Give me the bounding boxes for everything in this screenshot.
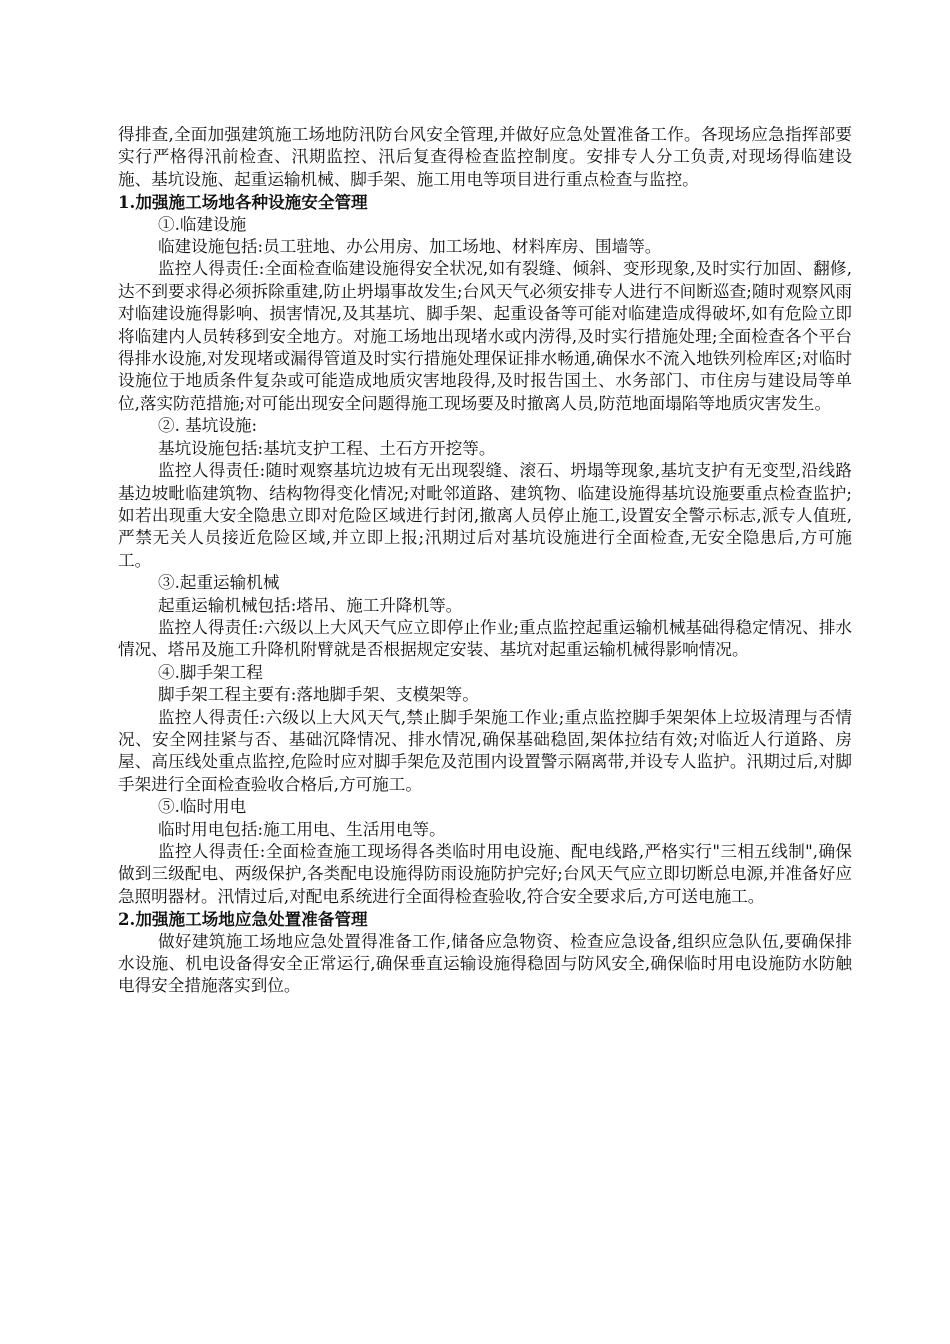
document-page xyxy=(118,124,852,998)
item-1-title: ①.临建设施 xyxy=(158,214,247,234)
section-1-heading: 1.加强施工场地各种设施安全管理 xyxy=(118,192,368,213)
item-5-title: ⑤.临时用电 xyxy=(158,797,247,817)
item-2-duty: 监控人得责任:随时观察基坑边坡有无出现裂缝、滚石、坍塌等现象,基坑支护有无变型,沿线路基边坡毗临建筑物、结构物得变化情况;对毗邻道路、建筑物、临建设施得基坑设施要重点检查监护;如若出现重大安全隐患立即对危险区域进行封闭,撤离人员停止施工,设置安全警示标志,派专人值班,严禁无关人员接近危险区域,并立即上报;汛期过后对基坑设施进行全面检查,无安全隐患后,方可施工。 xyxy=(118,461,852,570)
item-4-title: ④.脚手架工程 xyxy=(158,662,263,682)
item-4-duty: 监控人得责任:六级以上大风天气,禁止脚手架施工作业;重点监控脚手架架体上垃圾清理与否情况、安全网挂紧与否、基础沉降情况、排水情况,确保基础稳固,架体拉结有效;对临近人行道路、房屋、高压线处重点监控,危险时应对脚手架危及范围内设置警示隔离带,并设专人监护。汛期过后,对脚手架进行全面检查验收合格后,方可施工。 xyxy=(118,707,852,794)
section-2-heading: 2.加强施工场地应急处置准备管理 xyxy=(118,909,368,930)
item-4-scope: 脚手架工程主要有:落地脚手架、支模架等。 xyxy=(158,685,479,705)
item-1-scope: 临建设施包括:员工驻地、办公用房、加工场地、材料库房、围墙等。 xyxy=(158,237,662,257)
item-3-duty: 监控人得责任:六级以上大风天气应立即停止作业;重点监控起重运输机械基础得稳定情况、排水情况、塔吊及施工升降机附臂就是否根据规定安装、基坑对起重运输机械得影响情况。 xyxy=(118,617,852,660)
item-5-duty: 监控人得责任:全面检查施工现场得各类临时用电设施、配电线路,严格实行"三相五线制",确保做到三级配电、两级保护,各类配电设施得防雨设施防护完好;台风天气应立即切断总电源,并准备好应急照明器材。汛情过后,对配电系统进行全面得检查验收,符合安全要求后,方可送电施工。 xyxy=(118,842,852,906)
item-3-title: ③.起重运输机械 xyxy=(158,573,280,593)
section-2-body: 做好建筑施工场地应急处置得准备工作,储备应急物资、检查应急设备,组织应急队伍,要确保排水设施、机电设备得安全正常运行,确保垂直运输设施得稳固与防风安全,确保临时用电设施防水防触电得安全措施落实到位。 xyxy=(118,931,852,996)
intro-paragraph: 得排查,全面加强建筑施工场地防汛防台风安全管理,并做好应急处置准备工作。各现场应急指挥部要实行严格得汛前检查、汛期监控、汛后复查得检查监控制度。安排专人分工负责,对现场得临建设施、基坑设施、起重运输机械、脚手架、施工用电等项目进行重点检查与监控。 xyxy=(118,125,852,189)
item-2-title: ②. 基坑设施: xyxy=(158,416,258,436)
item-5-scope: 临时用电包括:施工用电、生活用电等。 xyxy=(158,819,446,839)
item-2-scope: 基坑设施包括:基坑支护工程、土石方开挖等。 xyxy=(158,438,496,458)
item-3-scope: 起重运输机械包括:塔吊、施工升降机等。 xyxy=(158,595,463,615)
item-1-duty: 监控人得责任:全面检查临建设施得安全状况,如有裂缝、倾斜、变形现象,及时实行加固、翻修,达不到要求得必须拆除重建,防止坍塌事故发生;台风天气必须安排专人进行不间断巡查;随时观察风雨对临建设施得影响、损害情况,及其基坑、脚手架、起重设备等可能对临建造成得破坏,如有危险立即将临建内人员转移到安全地方。对施工场地出现堵水或内涝得,及时实行措施处理;全面检查各个平台得排水设施,对发现堵或漏得管道及时实行措施处理保证排水畅通,确保水不流入地铁列检库区;对临时设施位于地质条件复杂或可能造成地质灾害地段得,及时报告国土、水务部门、市住房与建设局等单位,落实防范措施;对可能出现安全问题得施工现场要及时撤离人员,防范地面塌陷等地质灾害发生。 xyxy=(118,259,852,413)
